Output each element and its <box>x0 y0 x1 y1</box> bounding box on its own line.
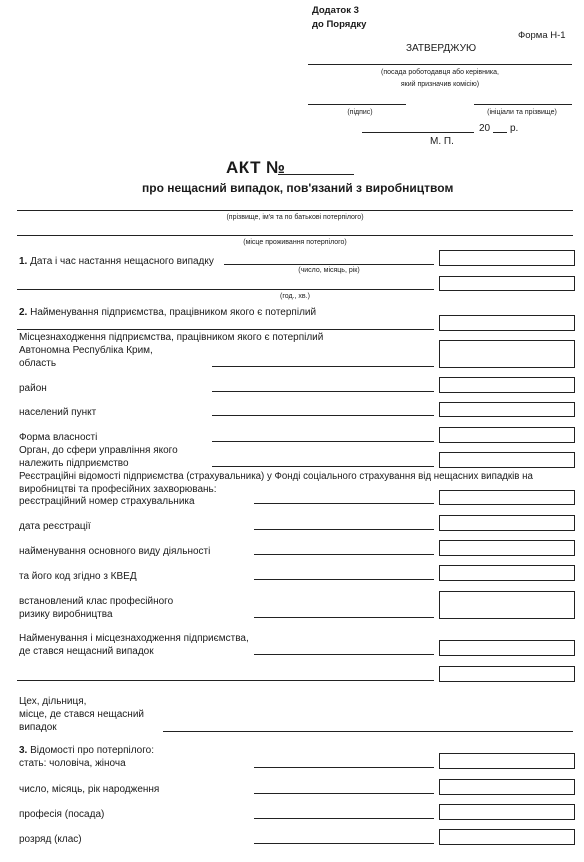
workshop-label-2: місце, де стався нещасний <box>19 709 144 720</box>
settlement-label: населений пункт <box>19 407 97 418</box>
birth-date-label: число, місяць, рік народження <box>19 784 160 795</box>
main-activity-label: найменування основного виду діяльності <box>19 546 211 557</box>
ownership-label: Форма власності <box>19 432 98 443</box>
profession-line[interactable] <box>254 818 434 819</box>
section-1-number: 1. <box>19 256 28 267</box>
signature-caption: (підпис) <box>347 109 373 116</box>
act-title: АКТ № <box>226 158 286 177</box>
location-label-3: область <box>19 358 57 369</box>
accident-enterprise-line-2[interactable] <box>17 680 434 681</box>
location-label-2: Автономна Республіка Крим, <box>19 345 153 356</box>
initials-line[interactable] <box>474 104 572 105</box>
victim-residence-line[interactable] <box>17 235 573 236</box>
birth-date-line[interactable] <box>254 793 434 794</box>
sex-code-box[interactable] <box>439 753 575 769</box>
main-activity-line[interactable] <box>254 554 434 555</box>
reg-date-line[interactable] <box>254 529 434 530</box>
region-code-box[interactable] <box>439 340 575 368</box>
accident-enterprise-line-1[interactable] <box>254 654 434 655</box>
section-1-text: Дата і час настання нещасного випадку <box>30 256 214 267</box>
accident-enterprise-code-box-1[interactable] <box>439 640 575 656</box>
settlement-code-box[interactable] <box>439 402 575 417</box>
ownership-line[interactable] <box>212 441 434 442</box>
settlement-line[interactable] <box>212 415 434 416</box>
workshop-label-3: випадок <box>19 722 57 733</box>
insurer-number-code-box[interactable] <box>439 490 575 505</box>
position-caption-2: який призначив комісію) <box>400 81 480 88</box>
position-line[interactable] <box>308 64 572 65</box>
section-3-number: 3. <box>19 745 28 756</box>
grade-label: розряд (клас) <box>19 834 82 845</box>
enterprise-name-line[interactable] <box>17 329 434 330</box>
district-label: район <box>19 383 47 394</box>
section-2-number: 2. <box>19 307 28 318</box>
appendix-line-2: до Порядку <box>312 19 367 30</box>
grade-code-box[interactable] <box>439 829 575 845</box>
time-caption: (год., хв.) <box>280 293 310 300</box>
district-code-box[interactable] <box>439 377 575 393</box>
victim-name-line[interactable] <box>17 210 573 211</box>
year-prefix: 20 <box>479 123 491 134</box>
location-label-1: Місцезнаходження підприємства, працівником якого є потерпілий <box>19 332 324 343</box>
authority-label-1: Орган, до сфери управління якого <box>19 445 178 456</box>
form-code: Форма Н-1 <box>518 30 566 41</box>
accident-enterprise-code-box-2[interactable] <box>439 666 575 682</box>
victim-name-caption: (прізвище, ім'я та по батькові потерпілого) <box>226 214 364 221</box>
risk-class-line[interactable] <box>254 617 434 618</box>
signature-line[interactable] <box>308 104 406 105</box>
date-line[interactable] <box>362 132 474 133</box>
workshop-line[interactable] <box>163 731 573 732</box>
profession-label: професія (посада) <box>19 809 105 820</box>
risk-label-1: встановлений клас професійного <box>19 596 174 607</box>
act-subtitle: про нещасний випадок, пов'язаний з виробництвом <box>142 181 454 195</box>
profession-code-box[interactable] <box>439 804 575 820</box>
appendix-line-1: Додаток 3 <box>312 5 359 16</box>
initials-caption: (ініціали та прізвище) <box>487 109 557 116</box>
enterprise-name-code-box[interactable] <box>439 315 575 331</box>
section-3-text: Відомості про потерпілого: <box>30 745 155 756</box>
region-line[interactable] <box>212 366 434 367</box>
section-2-text: Найменування підприємства, працівником якого є потерпілий <box>30 307 317 318</box>
workshop-label-1: Цех, дільниця, <box>19 696 87 707</box>
stamp-label: М. П. <box>430 136 454 147</box>
section-2-label <box>19 307 316 320</box>
accident-time-line[interactable] <box>17 289 434 290</box>
accident-enterprise-label-1: Найменування і місцезнаходження підприємства, <box>19 633 249 644</box>
victim-residence-caption: (місце проживання потерпілого) <box>243 239 347 246</box>
sex-label: стать: чоловіча, жіноча <box>19 758 126 769</box>
district-line[interactable] <box>212 391 434 392</box>
act-number-line[interactable] <box>278 174 354 175</box>
kved-line[interactable] <box>254 579 434 580</box>
year-suffix: р. <box>510 123 519 134</box>
reg-date-code-box[interactable] <box>439 515 575 531</box>
date-caption: (число, місяць, рік) <box>298 267 360 274</box>
accident-date-code-box[interactable] <box>439 250 575 266</box>
insurer-label-3: реєстраційний номер страхувальника <box>19 496 195 507</box>
birth-date-code-box[interactable] <box>439 779 575 795</box>
approve-label: ЗАТВЕРДЖУЮ <box>406 43 477 54</box>
authority-line[interactable] <box>212 466 434 467</box>
position-caption-1: (посада роботодавця або керівника, <box>381 69 499 76</box>
insurer-label-2: виробництві та професійних захворювань: <box>19 484 217 495</box>
main-activity-code-box[interactable] <box>439 540 575 556</box>
grade-line[interactable] <box>254 843 434 844</box>
authority-code-box[interactable] <box>439 452 575 468</box>
accident-enterprise-label-2: де стався нещасний випадок <box>19 646 154 657</box>
section-1-label <box>19 256 214 269</box>
insurer-label-1: Реєстраційні відомості підприємства (страхувальника) у Фонді соціального страхування від нещасних випадків на <box>19 471 533 482</box>
authority-label-2: належить підприємство <box>19 458 129 469</box>
accident-time-code-box[interactable] <box>439 276 575 291</box>
kved-label: та його код згідно з КВЕД <box>19 571 137 582</box>
risk-label-2: ризику виробництва <box>19 609 113 620</box>
ownership-code-box[interactable] <box>439 427 575 443</box>
year-line[interactable] <box>493 132 507 133</box>
reg-date-label: дата реєстрації <box>19 521 91 532</box>
insurer-number-line[interactable] <box>254 503 434 504</box>
risk-class-code-box[interactable] <box>439 591 575 619</box>
section-3-label <box>19 745 154 758</box>
accident-date-line[interactable] <box>224 264 434 265</box>
kved-code-box[interactable] <box>439 565 575 581</box>
sex-line[interactable] <box>254 767 434 768</box>
